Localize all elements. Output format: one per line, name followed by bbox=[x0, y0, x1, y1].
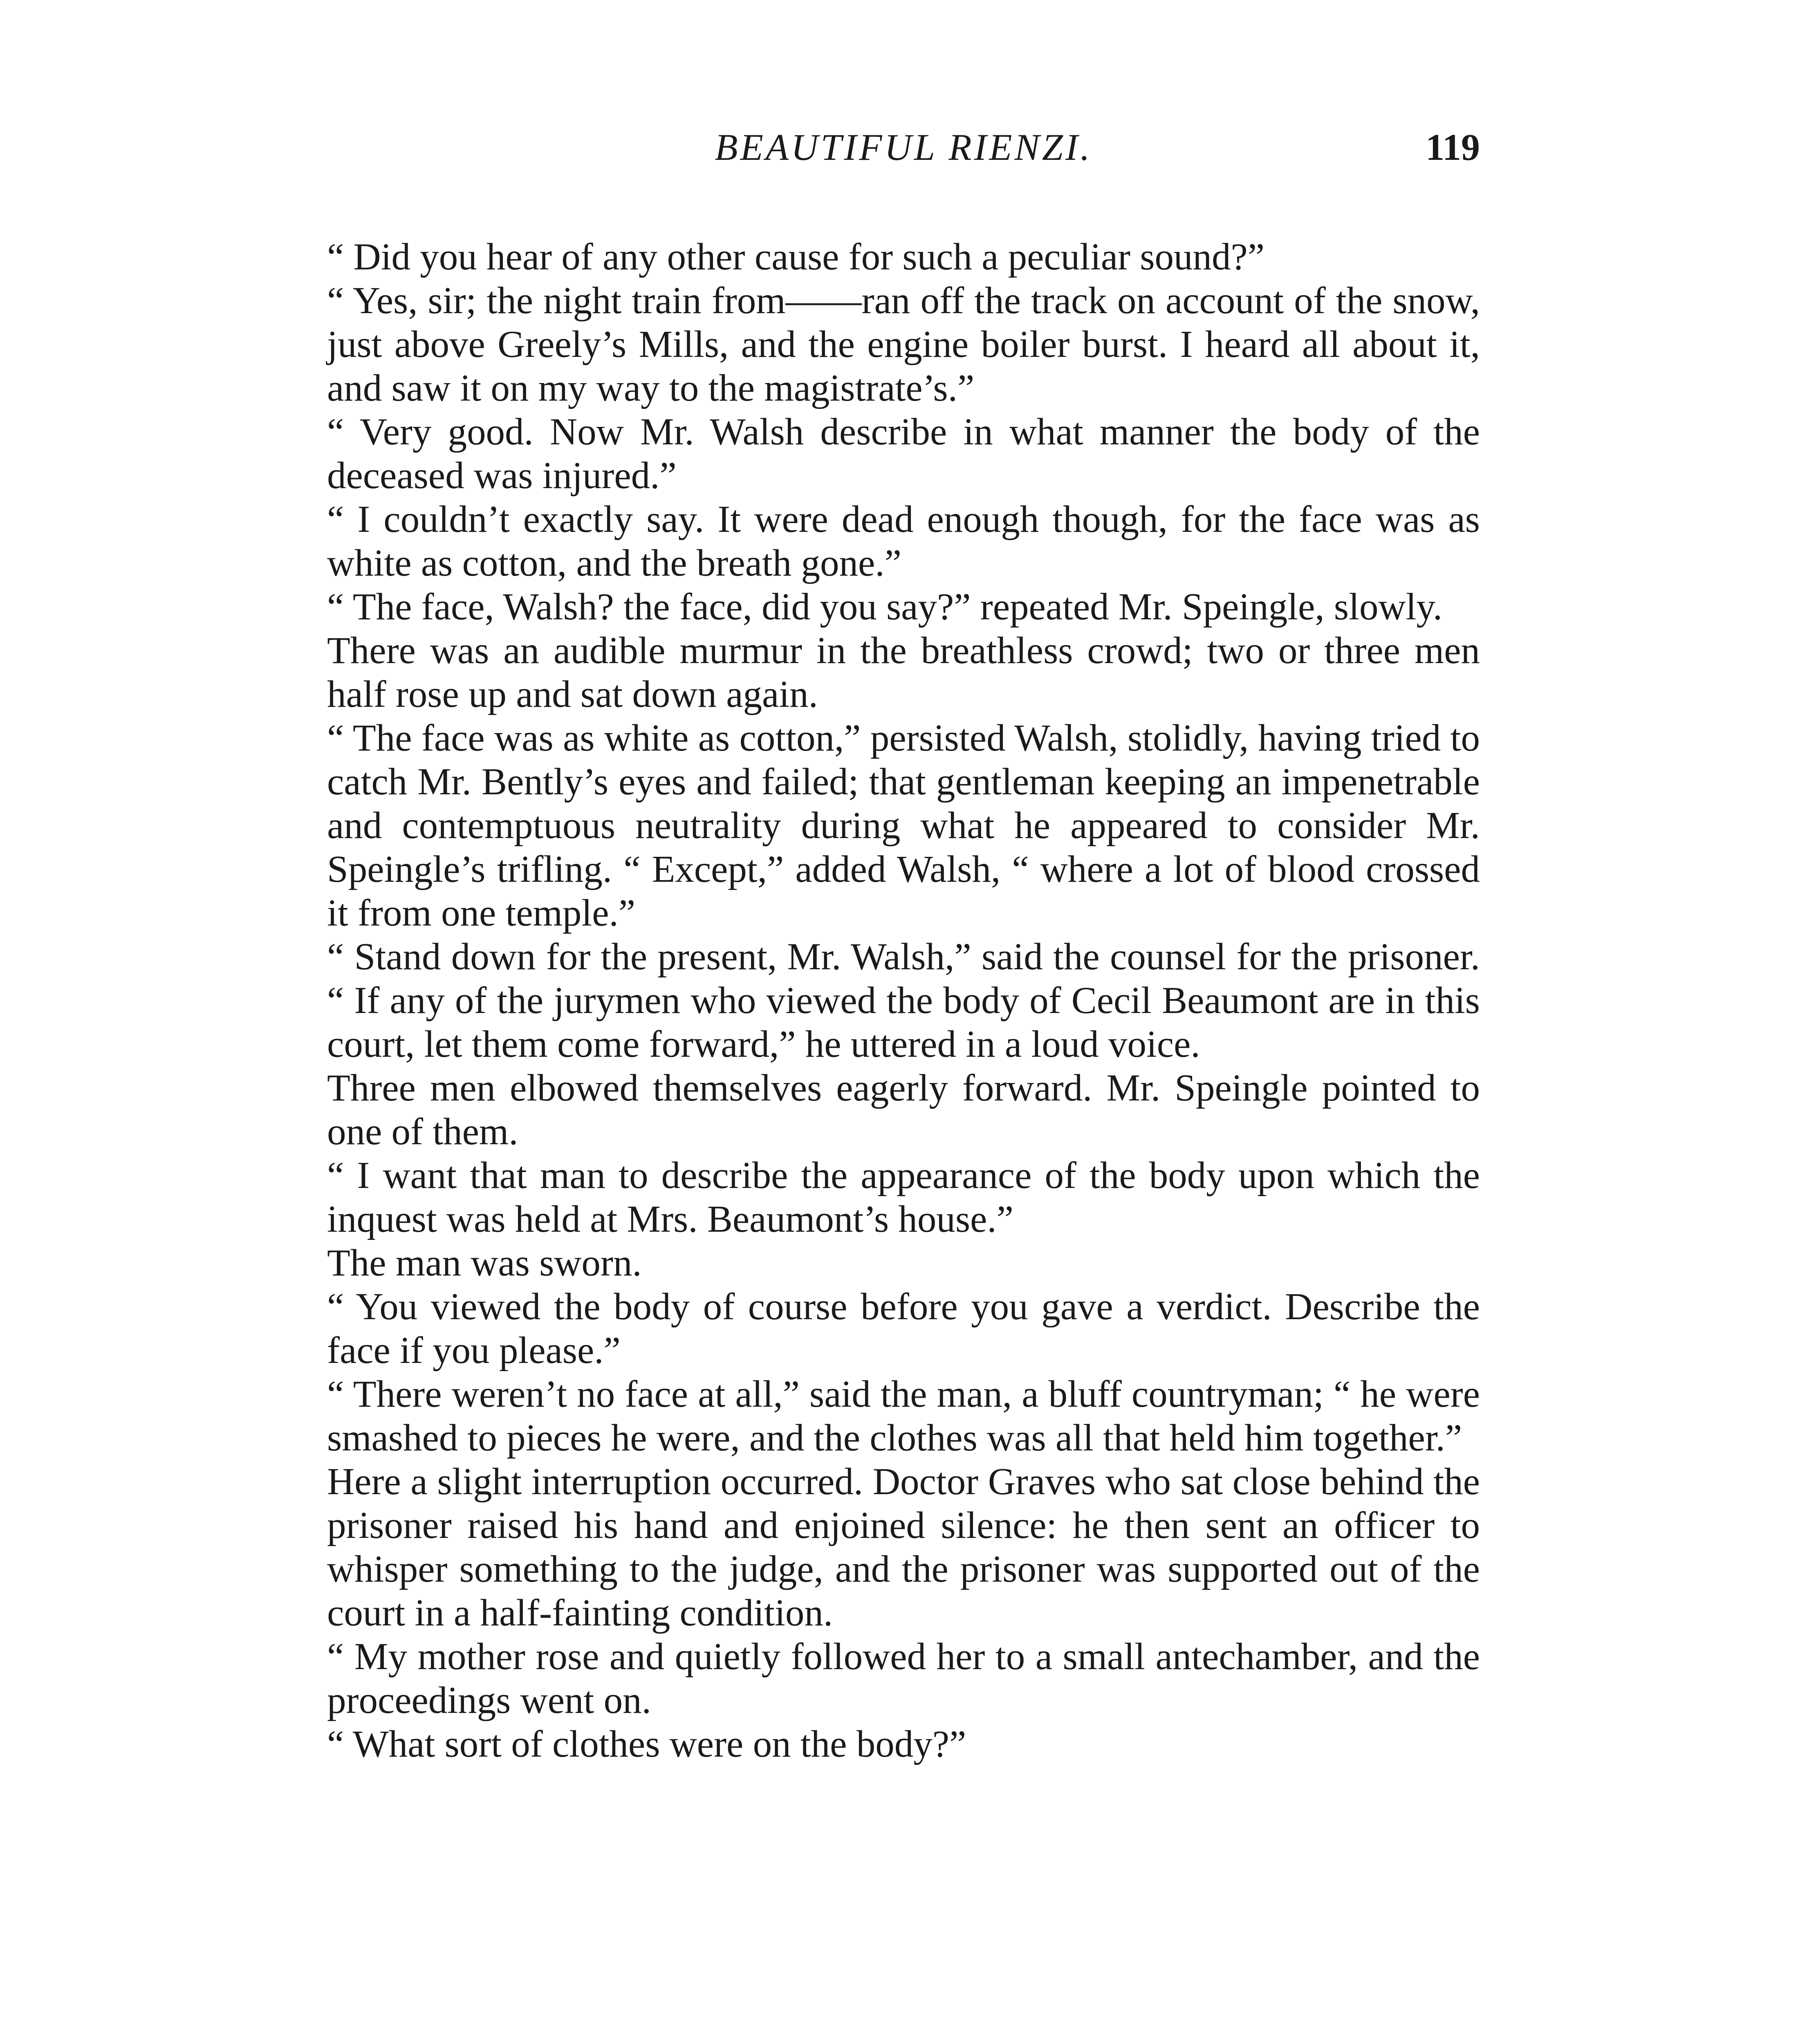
running-title: BEAUTIFUL RIENZI. bbox=[715, 126, 1092, 168]
paragraph: “ Did you hear of any other cause for such a peculiar sound?” bbox=[327, 236, 1265, 278]
page-header bbox=[327, 123, 1480, 172]
paragraph: “ You viewed the body of course before you gave a verdict. Describe the face if you please.” bbox=[327, 1286, 1480, 1372]
paragraph: “ I want that man to describe the appearance of the body upon which the inquest was held at Mrs. Beaumont’s house.” bbox=[327, 1154, 1480, 1240]
paragraph: “ Stand down for the present, Mr. Walsh,” said the counsel for the prisoner. “ If any of the jurymen who viewed the body of Cecil Beaumont are in this court, let them come forward,” he uttered in a loud voice. bbox=[327, 936, 1480, 1065]
paragraph: “ I couldn’t exactly say. It were dead enough though, for the face was as white as cotton, and the breath gone.” bbox=[327, 498, 1480, 584]
paragraph: Here a slight interruption occurred. Doctor Graves who sat close behind the prisoner raised his hand and enjoined silence: he then sent an officer to whisper something to the judge, and the prisoner was supported out of the court in a half-fainting condition. bbox=[327, 1461, 1480, 1634]
paragraph: There was an audible murmur in the breathless crowd; two or three men half rose up and sat down again. bbox=[327, 630, 1480, 715]
paragraph: The man was sworn. bbox=[327, 1242, 642, 1284]
paragraph: Three men elbowed themselves eagerly forward. Mr. Speingle pointed to one of them. bbox=[327, 1067, 1480, 1153]
paragraph: “ Very good. Now Mr. Walsh describe in what manner the body of the deceased was injured.” bbox=[327, 411, 1480, 497]
paragraph: “ Yes, sir; the night train from——ran off the track on account of the snow, just above Greely’s Mills, and the engine boiler burst. I heard all about it, and saw it on my way to the magistrate’s.” bbox=[327, 280, 1480, 409]
body-text bbox=[327, 235, 1480, 1766]
paragraph: “ My mother rose and quietly followed her to a small antechamber, and the proceedings went on. bbox=[327, 1636, 1480, 1721]
paragraph: “ What sort of clothes were on the body?” bbox=[327, 1723, 966, 1765]
paragraph: “ The face, Walsh? the face, did you say?” repeated Mr. Speingle, slowly. bbox=[327, 586, 1443, 628]
paragraph: “ The face was as white as cotton,” persisted Walsh, stolidly, having tried to catch Mr. Bently’s eyes and failed; that gentleman keeping an impenetrable and contemptuous neutrality during what he appeared to consider Mr. Speingle’s trifling. “ Except,” added Walsh, “ where a lot of blood crossed it from one temple.” bbox=[327, 717, 1480, 934]
page-number: 119 bbox=[1426, 126, 1480, 168]
paragraph: “ There weren’t no face at all,” said the man, a bluff countryman; “ he were smashed to pieces he were, and the clothes was all that held him together.” bbox=[327, 1373, 1480, 1459]
